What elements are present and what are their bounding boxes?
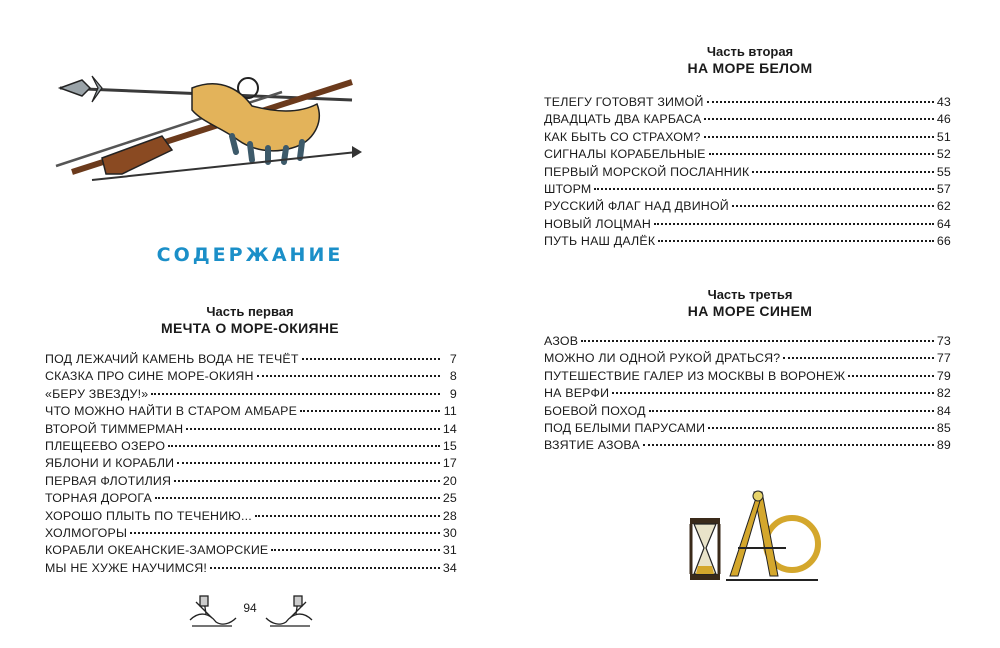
toc-entry-page: 89 [936,438,951,453]
toc-entry-page: 7 [449,352,457,366]
toc-entry [544,165,951,182]
toc-entry-title: БОЕВОЙ ПОХОД [544,403,646,418]
dot-leader [155,497,440,499]
toc-entry-title: ДВАДЦАТЬ ДВА КАРБАСА [544,112,702,127]
toc-entry [544,351,951,368]
navigation-instruments-illustration [686,488,822,584]
dot-leader [704,118,933,120]
toc-entry-title: ХОЛМОГОРЫ [45,525,128,540]
part2-heading [500,43,1000,77]
toc-entry-title: ХОРОШО ПЛЫТЬ ПО ТЕЧЕНИЮ... [45,508,252,523]
dot-leader [302,358,440,360]
toc-entry-page: 9 [449,386,457,401]
toc-entry-title: «БЕРУ ЗВЕЗДУ!» [45,386,149,401]
toc-entry-page: 8 [449,369,457,384]
dot-leader [709,153,934,155]
toc-entry-page: 28 [442,508,457,523]
toc-entry-page: 31 [442,543,457,558]
toc-entry-title: АЗОВ [544,334,579,348]
toc-entry-title: ЧТО МОЖНО НАЙТИ В СТАРОМ АМБАРЕ [45,404,298,419]
part1-toc-list [45,352,457,578]
toc-entry-title: КОРАБЛИ ОКЕАНСКИЕ-ЗАМОРСКИЕ [45,543,269,558]
toc-entry-title: НОВЫЙ ЛОЦМАН [544,216,652,231]
toc-entry-page: 14 [442,421,457,436]
contents-title: СОДЕРЖАНИЕ [156,244,344,266]
dot-leader [643,444,934,446]
toc-entry [45,352,457,369]
toc-entry-page: 52 [936,147,951,162]
dot-leader [752,171,933,173]
toc-entry-page: 34 [442,560,457,575]
dot-leader [783,357,933,359]
toc-entry [45,509,457,526]
toc-entry-title: ПОД БЕЛЫМИ ПАРУСАМИ [544,420,706,435]
dot-leader [612,392,934,394]
toc-entry-page: 77 [936,351,951,366]
toc-entry-page: 51 [936,129,951,144]
toc-entry-title: КАК БЫТЬ СО СТРАХОМ? [544,129,701,144]
toc-entry-page: 43 [936,95,951,109]
page-number: 94 [243,601,257,615]
toc-entry [544,234,951,251]
dot-leader [168,445,440,447]
toc-entry [544,404,951,421]
toc-entry-page: 79 [936,368,951,383]
toc-entry-page: 17 [442,456,457,471]
dot-leader [649,410,934,412]
toc-entry [544,95,951,112]
toc-entry [45,526,457,543]
dot-leader [300,410,440,412]
toc-entry-title: ПЕРВЫЙ МОРСКОЙ ПОСЛАННИК [544,164,750,179]
toc-entry-title: МОЖНО ЛИ ОДНОЙ РУКОЙ ДРАТЬСЯ? [544,351,781,366]
toc-entry [544,130,951,147]
toc-entry-page: 25 [442,491,457,506]
toc-entry [544,182,951,199]
dot-leader [654,223,934,225]
dot-leader [704,136,934,138]
dot-leader [130,532,440,534]
toc-entry-page: 55 [936,164,951,179]
dot-leader [271,549,439,551]
toc-entry [544,199,951,216]
dot-leader [594,188,933,190]
toc-entry [45,456,457,473]
toc-entry-title: РУССКИЙ ФЛАГ НАД ДВИНОЙ [544,199,729,214]
toc-entry-title: ТОРНАЯ ДОРОГА [45,491,152,506]
toc-entry [544,438,951,455]
dot-leader [177,462,440,464]
part3-heading [500,286,1000,320]
toc-entry-title: ВТОРОЙ ТИММЕРМАН [45,421,184,436]
toc-entry-page: 66 [936,234,951,249]
dot-leader [581,340,934,342]
toc-entry-title: ЯБЛОНИ И КОРАБЛИ [45,456,175,471]
toc-entry [45,439,457,456]
toc-entry-title: ПЕРВАЯ ФЛОТИЛИЯ [45,473,172,488]
toc-entry-title: ТЕЛЕГУ ГОТОВЯТ ЗИМОЙ [544,95,704,109]
dot-leader [186,428,440,430]
dot-leader [255,515,440,517]
toc-entry [45,387,457,404]
toc-entry-page: 64 [936,216,951,231]
toc-entry-page: 15 [442,438,457,453]
toc-entry-title: ШТОРМ [544,181,592,196]
part2-toc-list [544,95,951,252]
toc-entry-page: 82 [936,386,951,401]
toc-entry-title: НА ВЕРФИ [544,386,610,401]
toc-entry [45,422,457,439]
right-page [500,0,1000,648]
toc-entry-title: ВЗЯТИЕ АЗОВА [544,438,640,453]
part1-label: Часть первая [206,304,294,319]
toc-entry-title: МЫ НЕ ХУЖЕ НАУЧИМСЯ! [45,560,208,575]
part2-label: Часть вторая [706,44,794,59]
toc-entry-page: 46 [936,112,951,127]
toc-entry-title: СКАЗКА ПРО СИНЕ МОРЕ-ОКИЯН [45,369,254,384]
part1-heading [0,303,500,337]
toc-entry [45,369,457,386]
toc-entry [544,112,951,129]
toc-entry [45,491,457,508]
toc-entry-page: 57 [936,181,951,196]
toc-entry-title: ПОД ЛЕЖАЧИЙ КАМЕНЬ ВОДА НЕ ТЕЧЁТ [45,352,299,366]
dot-leader [732,205,934,207]
toc-entry [544,147,951,164]
toc-entry [544,369,951,386]
part3-toc-list [544,334,951,456]
part3-title: НА МОРЕ СИНЕМ [687,303,813,319]
toc-entry [45,543,457,560]
dot-leader [210,567,440,569]
toc-entry [45,404,457,421]
toc-entry-page: 73 [936,334,951,348]
part1-title: МЕЧТА О МОРЕ-ОКИЯНЕ [161,320,339,336]
toc-entry-page: 84 [936,403,951,418]
toc-entry [544,386,951,403]
toc-entry-page: 20 [442,473,457,488]
toc-entry [544,421,951,438]
toc-entry [45,474,457,491]
dot-leader [174,480,440,482]
toc-entry-title: ПУТЬ НАШ ДАЛЁК [544,234,656,249]
toc-entry-page: 85 [936,420,951,435]
dot-leader [707,101,934,103]
toc-entry-page: 62 [936,199,951,214]
toc-entry [45,561,457,578]
toc-entry-title: ПЛЕЩЕЕВО ОЗЕРО [45,438,166,453]
toc-entry-title: ПУТЕШЕСТВИЕ ГАЛЕР ИЗ МОСКВЫ В ВОРОНЕЖ [544,368,846,383]
toc-entry-page: 11 [443,404,457,419]
part2-title: НА МОРЕ БЕЛОМ [687,60,813,76]
toc-entry-page: 30 [442,525,457,540]
dot-leader [257,375,440,377]
toc-entry [544,334,951,351]
dot-leader [151,393,440,395]
part3-label: Часть третья [707,287,793,302]
dot-leader [848,375,934,377]
dot-leader [708,427,934,429]
dot-leader [658,240,934,242]
toc-entry [544,217,951,234]
weapons-illustration [52,62,362,182]
toc-entry-title: СИГНАЛЫ КОРАБЕЛЬНЫЕ [544,147,706,162]
